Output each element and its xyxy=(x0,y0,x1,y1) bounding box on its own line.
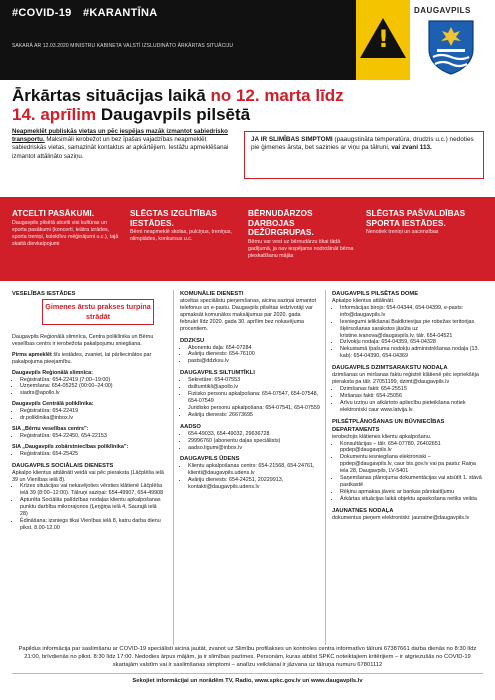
divider xyxy=(325,290,326,645)
footer-divider xyxy=(12,673,483,674)
intro-text: Neapmeklēt publiskās vietas un pēc iespējas mazāk izmantot sabiedrisko transportu. Maksimāli ierobežot un bez īpašas vajadzības neapmeklēt sabiedriskās vietas, samazināt kontaktus ar apkārtējiem. Iestāžu apmeklēšanai izmantot attālināto saziņu. xyxy=(12,128,229,160)
red-col-schools: SLĒGTAS IZGLĪTĪBAS IESTĀDES. Bērni neapmeklē skolas, pulciņus, treniņus, olimpiādes, konkursus u.c. xyxy=(130,208,232,243)
warning-icon: ! xyxy=(356,0,410,80)
subline: SAKARĀ AR 12.03.2020 MINISTRU KABINETA VALSTĪ IZSLUDINĀTO ĀRKĀRTAS SITUĀCIJU xyxy=(12,43,234,49)
footer-sources: Sekojiet informācijai un norādēm TV, Radio, www.spkc.gov.lv un www.daugavpils.lv xyxy=(132,678,363,684)
red-col-kindergartens: BĒRNUDĀRZOS DARBOJAS DEŽŪRGRUPAS. Bērnu var vest uz bērnudārzu tikai tādā gadījumā, ja nav iespējams nodrošināt bērna pieskatīšanu mājās xyxy=(248,208,354,259)
red-col-events: ATCELTI PASĀKUMI. Daugavpils pilsētā atcelti visi kultūras un sporta pasākumi (koncerti, teātra izrādes, sporta treniņi, kolektīvu mēģinājumi u.c.), tajā skaitā dievkalpojumi xyxy=(12,208,119,248)
gp-notice-stamp: Ģimenes ārstu prakses turpina strādāt xyxy=(42,299,154,325)
divider xyxy=(173,290,174,645)
coat-of-arms-icon xyxy=(427,19,475,75)
column-health: VESELĪBAS IESTĀDES Daugavpils Reģionālā slimnīca, Centra poliklīnika un Bērnu veselības centrs ir ierobežota pakalpojumu sniegšana. Pirms apmeklēt šīs iestādes, zvaniet, lai pārliecinātos par pakalpojuma pieejamību. Daugavpils Reģionālā slimnīca: • Reģistratūra: 654-22419 (7:00–19:00) • Uzņemšana: 654-05252 (00:00–24:00) • siadrs@apollo.lv Daugavpils Centrālā poliklīnika: • Reģistratūra: 654-22419 • dr.poliklinika@inbox.lv SIA „Bērnu veselības centrs”: • Reģistratūra: 654-22450, 654-22153 SIA „Daugavpils zobārstniecības poliklīnika”: • Reģistratūra: 654-25425 DAUGAVPILS SOCIĀLAIS DIENESTS Apkalpo klientus attālināti veidā vai pēc pieraksta (Lāčplēša ielā 39 un Vienības ielā 8). • Krīzes situācijas vai nekavējoties vērsties klātienē Lāčplēša ielā 39 (8:00–12:00). Tālruņi saziņai: 654-49907, 654-49908 • Apturēta Sociālās palīdzības nodaļas klientu apkalpošanas punktu darbība mikrorajonos (Ļeņģiņa ielā 4, Saurajā ielā 28) • Ēdināšana: izsniegs tikai Vienības ielā 8, katru darba dienu plkst. 8.00-12.00 xyxy=(12,290,164,532)
footer-info: Papildus informācija par saslimšanu ar COVID-19 speciālisti aicina jautāt, zvanot uz Slimību profilakses un kontroles centra informatīvo tālruni 67387661 darba dienās no 8:30 līdz 21:00, brīvdienās no plkst. 8:30 līdz 17:00. Nedodies ārpus mājām, ja ir slimības pazīmes. Personām, kuras atbilst SPKC noteiktajiem kritērijiem – ir atgriezušās no COVID-19 skartajām valstīm vai ir saslimšanas simptomi – analīzu veikšanai ir jāzvana uz tālruņa numuru 67801112 xyxy=(18,646,477,668)
hashtag-covid: #COVID-19 xyxy=(12,7,72,19)
logo-text: DAUGAVPILS xyxy=(414,6,471,15)
column-utilities: KOMUNĀLIE DIENESTI atceltas speciālistu pieņemšanas, aicina saziņai izmantot telefonus un e-pastu. Daugavpils pilsētas iedzīvotāji var apmaksāt komunālos maksājumus par 2020. gada februāri līdz 2020. gada 30. aprīlim bez nokavējuma procentiem. DDZKSU • Abonentu daļa: 654-07284 • Avāriju dienests: 654-76100 • pasts@ddzksu.lv DAUGAVPILS SILTUMTĪKLI • Sekretāre: 654-07553 • dsiltumtikli@apollo.lv • Fiziisko personu apkalpošana: 654-07547, 654-07548, 654-07549 • Juridisko personu apkalpošana: 654-07541, 654-07559 • Avāriju dienests: 26673695 AADSO • 654-49033, 654-49032, 29636728 • 29996760 (abonentu daļas speciālists) • aadso.ligumi@inbox.lv DAUGAVPILS ŪDENS • Klientu apkalpošanas centrs: 654-21568, 654-24761, klienti@daugavpils.udens.lv • Avāriju dienests: 654-24251, 20229913, kontakti@daugavpils.udens.lv xyxy=(180,290,320,491)
page-title: Ārkārtas situācijas laikā no 12. marta līdz 14. aprīlim Daugavpils pilsētā xyxy=(12,86,344,124)
red-col-sports: SLĒGTAS PAŠVALDĪBAS SPORTA IESTĀDES. Nenotiek treniņi un sacensības xyxy=(366,208,466,235)
column-city-council: DAUGAVPILS PILSĒTAS DOME Apkalpo klientus attālināti. • Informācijas birojs: 654-04344, 654-04399, e-pasts: info@daugavpils.lv • Iesniegumi ielikšanai Baldkrievijas pie robežas teritorijas šķērsošanas sarakstos jāsūta uz kristine.ivanova@daugavpils.lv, tālr. 654-04521 • Dzīvokļu nodaļa: 654-04359, 654-04328 • Nekustamā īpašuma nodokļu administrēšanas nodaļa (13. kab): 654-04390, 654-04369 DAUGAVPILS DZIMTSARAKSTU NODAĻA dzimšanas un miršanas faktu reģistrē klātienē pēc iepriekšēja pieraksta pa tālr. 27051199, dzimt@daugavpils.lv • Dzimšanas fakti: 654-25515 • Miršanas fakti: 654-25056 • Arīvu izziņu un atkārtoto apliecību pieteikšana notiek elektroniski caur www.latvija.lv. PILSĒTPLĀNOŠANAS UN BŪVNIECĪBAS DEPARTAMENTS ierobežojis klātienes klientu apkalpošanu. • Konsultācijas – tālr. 654-07780, 26402651 ppdep@daugavpils.lv • Dokumentu iesniegšana elektroniski – ppdep@daugavpils.lv, caur bis.gov.lv vai pa pastu: Raiņa iela 28, Daugavpils, LV-5401 • Saņemšanas plānojuma dokumentācijas vai atsūtīt 1. stāvā pastkastē • Rēķinu apmaksa jāveic ar bankas pārskaitījumu • Ārkārtas situācijas laikā objektu apsekošana netiks veikta JAUNATNES NODAĻA dokumentus pieņem elektroniski: jaunatne@daugavpils.lv xyxy=(332,290,484,522)
hashtag-quarantine: #KARANTĪNA xyxy=(83,7,158,19)
symptoms-box: JA IR SLIMĪBAS SIMPTOMI (paaugstināta temperatūra, drudzis u.c.) nedoties pie ģimenes ārsta, bet sazinies ar viņu pa tālruni, vai zvani 113. xyxy=(244,131,484,179)
